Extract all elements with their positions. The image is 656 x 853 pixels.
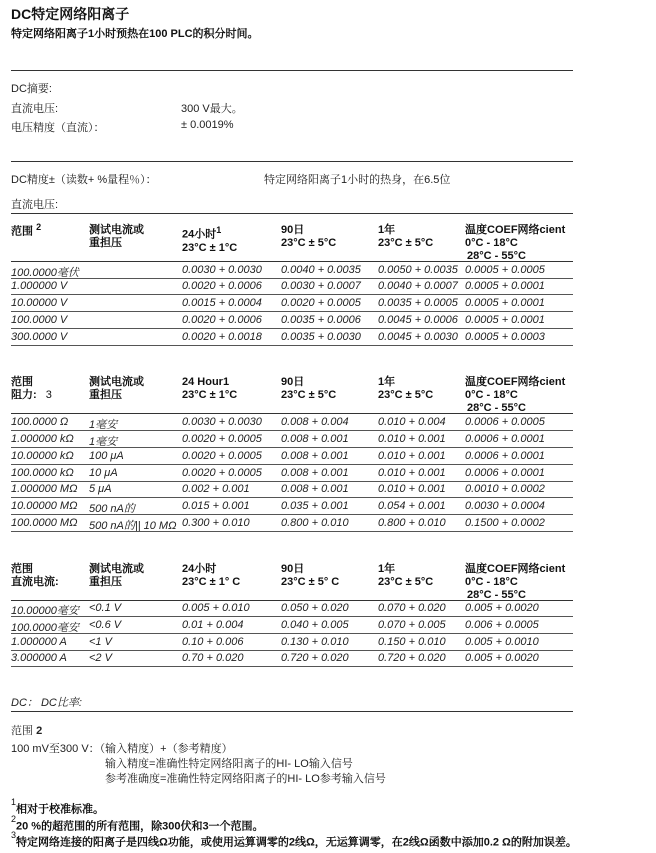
dcv-section-label: 直流电压: xyxy=(11,199,59,211)
dcv-header-24h: 24小时$^1$ 23°C ± 1°C xyxy=(182,225,238,254)
dcv-header-test-current: 测试电流或 重担压 xyxy=(89,224,144,249)
divider xyxy=(11,261,573,262)
dci-header-test-current: 测试电流或 重担压 xyxy=(89,563,144,588)
table-row: 1.000000 A <1 V 0.10 + 0.006 0.130 + 0.010 0.150 + 0.010 0.005 + 0.0010 xyxy=(11,635,573,651)
table-row: 10.00000毫安 <0.1 V 0.005 + 0.010 0.050 + 0.020 0.070 + 0.020 0.005 + 0.0020 xyxy=(11,601,573,617)
res-header-1y: 1年 23°C ± 5°C xyxy=(378,376,434,401)
ratio-formula: 100 mV至300 V：（输入精度）+（参考精度） xyxy=(11,743,233,755)
res-header-24h: 24 Hour1 23°C ± 1°C xyxy=(182,376,238,401)
table-row: 100.0000毫伏 0.0030 + 0.0030 0.0040 + 0.0035 0.0050 + 0.0035 0.0005 + 0.0005 xyxy=(11,263,573,279)
footnote-3: $^3$特定网络连接的阳离子是四线Ω功能，或使用运算调零的2线Ω，无运算调零，在2线Ω函数中添加0.2 Ω的附加误差。 xyxy=(11,830,577,849)
ratio-heading: DC： DC比率: xyxy=(11,697,82,709)
page-title: DC特定网络阳离子 xyxy=(11,6,130,22)
dci-header-90d: 90日 23°C ± 5° C xyxy=(281,563,340,588)
table-row: 1.000000 MΩ 5 μA 0.002 + 0.001 0.008 + 0.001 0.010 + 0.001 0.0010 + 0.0002 xyxy=(11,482,573,498)
divider xyxy=(11,161,573,162)
page-subtitle: 特定网络阳离子1小时预热在100 PLC的积分时间。 xyxy=(11,28,259,40)
ratio-input-accuracy: 输入精度=准确性特定网络阳离子的HI- LO输入信号 xyxy=(105,758,353,770)
table-row: 1.000000 V 0.0020 + 0.0006 0.0030 + 0.0007 0.0040 + 0.0007 0.0005 + 0.0001 xyxy=(11,279,573,295)
table-row: 10.00000 kΩ 100 μA 0.0020 + 0.0005 0.008 + 0.001 0.010 + 0.001 0.0006 + 0.0001 xyxy=(11,449,573,465)
footnote-1: $^1$相对于校准标准。 xyxy=(11,797,105,816)
table-row: 100.0000 V 0.0020 + 0.0006 0.0035 + 0.0006 0.0045 + 0.0006 0.0005 + 0.0001 xyxy=(11,313,573,329)
table-row: 100.0000 MΩ 500 nA的|| 10 MΩ 0.300 + 0.010 0.800 + 0.010 0.800 + 0.010 0.1500 + 0.0002 xyxy=(11,516,573,532)
res-header-90d: 90日 23°C ± 5°C xyxy=(281,376,337,401)
table-row: 100.0000 kΩ 10 μA 0.0020 + 0.0005 0.008 + 0.001 0.010 + 0.001 0.0006 + 0.0001 xyxy=(11,466,573,482)
res-header-test-current: 测试电流或 重担压 xyxy=(89,376,144,401)
summary-label-accuracy: 电压精度（直流）： xyxy=(11,122,105,134)
dci-header-24h: 24小时 23°C ± 1° C xyxy=(182,563,241,588)
table-row: 10.00000 MΩ 500 nA的 0.015 + 0.001 0.035 + 0.001 0.054 + 0.001 0.0030 + 0.0004 xyxy=(11,499,573,515)
table-row: 10.00000 V 0.0015 + 0.0004 0.0020 + 0.0005 0.0035 + 0.0005 0.0005 + 0.0001 xyxy=(11,296,573,312)
footnote-2: $^2$20 %的超范围的所有范围，除300伏和3一个范围。 xyxy=(11,814,264,833)
table-row: 300.0000 V 0.0020 + 0.0018 0.0035 + 0.0030 0.0045 + 0.0030 0.0005 + 0.0003 xyxy=(11,330,573,346)
table-row: 1.000000 kΩ 1毫安 0.0020 + 0.0005 0.008 + 0.001 0.010 + 0.001 0.0006 + 0.0001 xyxy=(11,432,573,448)
ratio-reference-accuracy: 参考准确度=准确性特定网络阳离子的HI- LO参考输入信号 xyxy=(105,773,386,785)
summary-heading: DC摘要: xyxy=(11,83,52,95)
dci-header-1y: 1年 23°C ± 5°C xyxy=(378,563,434,588)
divider xyxy=(11,70,573,71)
ratio-range-label: 范围 2 xyxy=(11,725,43,737)
res-header-temp-coef: 温度COEF网络cient 0°C - 18°C 28°C - 55°C xyxy=(465,376,566,414)
table-row: 100.0000毫安 <0.6 V 0.01 + 0.004 0.040 + 0.005 0.070 + 0.005 0.006 + 0.0005 xyxy=(11,618,573,634)
divider xyxy=(11,711,573,712)
summary-value-voltage: 300 V最大。 xyxy=(181,103,243,115)
table-row: 3.000000 A <2 V 0.70 + 0.020 0.720 + 0.020 0.720 + 0.020 0.005 + 0.0020 xyxy=(11,651,573,667)
divider xyxy=(11,213,573,214)
table-row: 100.0000 Ω 1毫安 0.0030 + 0.0030 0.008 + 0.004 0.010 + 0.004 0.0006 + 0.0005 xyxy=(11,415,573,431)
accuracy-note: 特定网络阳离子1小时的热身，在6.5位 xyxy=(264,174,451,186)
divider xyxy=(11,413,573,414)
dci-header-temp-coef: 温度COEF网络cient 0°C - 18°C 28°C - 55°C xyxy=(465,563,566,601)
dci-header-range: 范围 直流电流: xyxy=(11,563,59,588)
summary-value-accuracy: ± 0.0019% xyxy=(181,119,234,131)
summary-label-voltage: 直流电压: xyxy=(11,103,59,115)
dcv-header-temp-coef: 温度COEF网络cient 0°C - 18°C 28°C - 55°C xyxy=(465,224,566,262)
dcv-header-90d: 90日 23°C ± 5°C xyxy=(281,224,337,249)
dcv-header-1y: 1年 23°C ± 5°C xyxy=(378,224,434,249)
dcv-header-range: 范围 $^2$ xyxy=(11,222,42,238)
accuracy-label: DC精度±（读数+ %量程％）： xyxy=(11,174,157,186)
res-header-range: 范围 阻力: 3 xyxy=(11,376,52,401)
